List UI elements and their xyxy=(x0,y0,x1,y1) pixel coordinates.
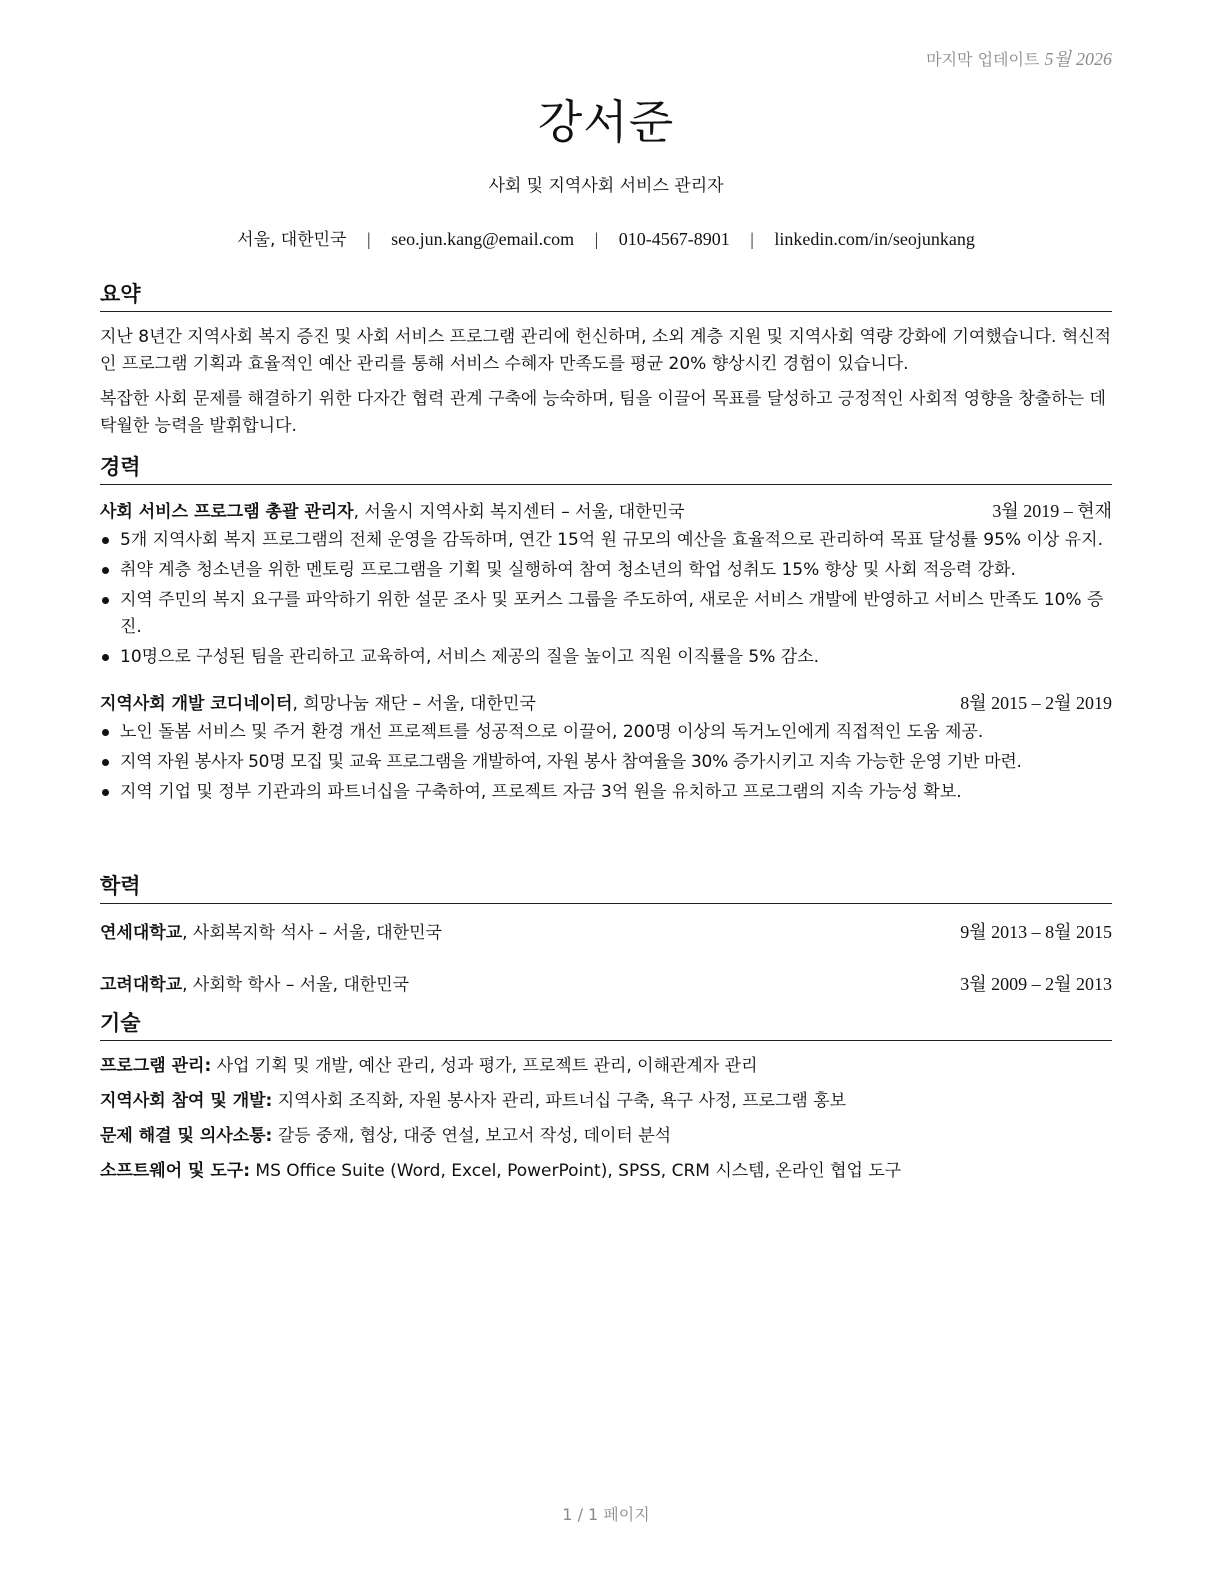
bullet-dot xyxy=(102,537,109,544)
page-number: 1 / 1 페이지 xyxy=(562,1505,650,1524)
skills-row xyxy=(100,1088,1112,1114)
bullet-dot xyxy=(102,729,109,736)
skills-label: 지역사회 참여 및 개발: xyxy=(100,1091,273,1111)
education-date: 3월 2009 – 2월 2013 xyxy=(960,974,1112,994)
education-entry xyxy=(100,970,1112,996)
education-date: 9월 2013 – 8월 2015 xyxy=(960,922,1112,942)
skills-label: 프로그램 관리: xyxy=(100,1056,212,1076)
resume-page xyxy=(100,0,1112,1584)
contact-phone[interactable]: 010-4567-8901 xyxy=(618,229,730,249)
job-entry xyxy=(100,497,1112,671)
job-bullet xyxy=(100,644,1112,671)
skills-label: 소프트웨어 및 도구: xyxy=(100,1161,251,1181)
skills-row xyxy=(100,1053,1112,1079)
education-detail: , 사회복지학 석사 – 서울, 대한민국 xyxy=(182,923,442,943)
candidate-name: 강서준 xyxy=(537,95,675,149)
job-bullet xyxy=(100,719,1112,746)
job-entry xyxy=(100,689,1112,806)
education-school: 연세대학교 xyxy=(100,923,183,943)
last-updated-year: 2026 xyxy=(1076,49,1112,69)
skills-row xyxy=(100,1158,1112,1184)
education-section xyxy=(100,870,1112,996)
bullet-dot xyxy=(102,567,109,574)
contact-separator: | xyxy=(594,229,599,249)
contact-separator: | xyxy=(750,229,754,249)
contact-line xyxy=(100,225,1112,250)
experience-heading: 경력 xyxy=(100,451,1112,485)
job-title-line xyxy=(100,689,536,714)
summary-paragraph: 복잡한 사회 문제를 해결하기 위한 다자간 협력 관계 구축에 능숙하며, 팀을 이끌어 목표를 달성하고 긍정적인 사회적 영향을 창출하는 데 탁월한 능력을 발휘합니다. xyxy=(100,389,1106,436)
job-bullet xyxy=(100,779,1112,806)
job-role: 지역사회 개발 코디네이터 xyxy=(100,694,293,714)
job-bullet xyxy=(100,749,1112,776)
job-bullet xyxy=(100,587,1112,641)
job-bullet-text: 지역 주민의 복지 요구를 파악하기 위한 설문 조사 및 포커스 그룹을 주도하여, 새로운 서비스 개발에 반영하고 서비스 만족도 10% 증진. xyxy=(120,590,1104,637)
summary-paragraph: 지난 8년간 지역사회 복지 증진 및 사회 서비스 프로그램 관리에 헌신하며, 소외 계층 지원 및 지역사회 역량 강화에 기여했습니다. 혁신적인 프로그램 기획과 효율적인 예산 관리를 통해 서비스 수혜자 만족도를 평균 20% 향상시킨 경험이 있습니다. xyxy=(100,327,1112,374)
job-bullets xyxy=(100,527,1112,671)
education-line xyxy=(100,918,442,943)
summary-section xyxy=(100,278,1112,440)
job-header xyxy=(100,689,1112,715)
experience-section xyxy=(100,451,1112,809)
skills-value: 사업 기획 및 개발, 예산 관리, 성과 평가, 프로젝트 관리, 이해관계자 관리 xyxy=(211,1056,758,1076)
job-bullet-text: 지역 자원 봉사자 50명 모집 및 교육 프로그램을 개발하여, 자원 봉사 참여율을 30% 증가시키고 지속 가능한 운영 기반 마련. xyxy=(120,752,1022,772)
contact-linkedin[interactable]: linkedin.com/in/seojunkang xyxy=(774,229,975,249)
job-date: 8월 2015 – 2월 2019 xyxy=(960,693,1112,713)
contact-separator: | xyxy=(366,229,371,249)
job-bullet-text: 취약 계층 청소년을 위한 멘토링 프로그램을 기획 및 실행하여 참여 청소년의 학업 성취도 15% 향상 및 사회 적응력 강화. xyxy=(120,560,1016,580)
contact-email[interactable]: seo.jun.kang@email.com xyxy=(391,229,575,249)
candidate-headline: 사회 및 지역사회 서비스 관리자 xyxy=(488,176,724,196)
education-heading: 학력 xyxy=(100,870,1112,904)
contact-location: 서울, 대한민국 xyxy=(237,230,347,250)
skills-value: MS Office Suite (Word, Excel, PowerPoint), SPSS, CRM 시스템, 온라인 협업 도구 xyxy=(250,1161,902,1181)
skills-label: 문제 해결 및 의사소통: xyxy=(100,1126,273,1146)
last-updated-month: 5월 xyxy=(1044,49,1071,69)
job-bullet-text: 지역 기업 및 정부 기관과의 파트너십을 구축하여, 프로젝트 자금 3억 원을 유치하고 프로그램의 지속 가능성 확보. xyxy=(120,782,962,802)
job-bullet xyxy=(100,527,1112,554)
education-detail: , 사회학 학사 – 서울, 대한민국 xyxy=(182,975,410,995)
job-org: , 서울시 지역사회 복지센터 – 서울, 대한민국 xyxy=(353,502,685,522)
job-bullet xyxy=(100,557,1112,584)
job-role: 사회 서비스 프로그램 총괄 관리자 xyxy=(100,502,354,522)
summary-heading: 요약 xyxy=(100,278,1112,312)
education-line xyxy=(100,970,409,995)
job-bullet-text: 5개 지역사회 복지 프로그램의 전체 운영을 감독하며, 연간 15억 원 규모의 예산을 효율적으로 관리하여 목표 달성률 95% 이상 유지. xyxy=(120,530,1103,550)
job-date: 3월 2019 – 현재 xyxy=(992,501,1112,521)
education-entry xyxy=(100,918,1112,944)
bullet-dot xyxy=(102,597,109,604)
skills-section xyxy=(100,1007,1112,1184)
bullet-dot xyxy=(102,789,109,796)
bullet-dot xyxy=(102,654,109,661)
skills-heading: 기술 xyxy=(100,1007,1112,1041)
skills-row xyxy=(100,1123,1112,1149)
bullet-dot xyxy=(102,759,109,766)
last-updated xyxy=(926,45,1112,71)
last-updated-label: 마지막 업데이트 xyxy=(926,50,1040,69)
education-school: 고려대학교 xyxy=(100,975,183,995)
job-bullet-text: 10명으로 구성된 팀을 관리하고 교육하여, 서비스 제공의 질을 높이고 직원 이직률을 5% 감소. xyxy=(120,647,820,667)
job-org: , 희망나눔 재단 – 서울, 대한민국 xyxy=(292,694,536,714)
job-title-line xyxy=(100,497,685,522)
skills-value: 갈등 중재, 협상, 대중 연설, 보고서 작성, 데이터 분석 xyxy=(272,1126,672,1146)
job-header xyxy=(100,497,1112,523)
job-bullets xyxy=(100,719,1112,806)
skills-value: 지역사회 조직화, 자원 봉사자 관리, 파트너십 구축, 욕구 사정, 프로그램 홍보 xyxy=(272,1091,847,1111)
job-bullet-text: 노인 돌봄 서비스 및 주거 환경 개선 프로젝트를 성공적으로 이끌어, 200명 이상의 독거노인에게 직접적인 도움 제공. xyxy=(120,722,984,742)
